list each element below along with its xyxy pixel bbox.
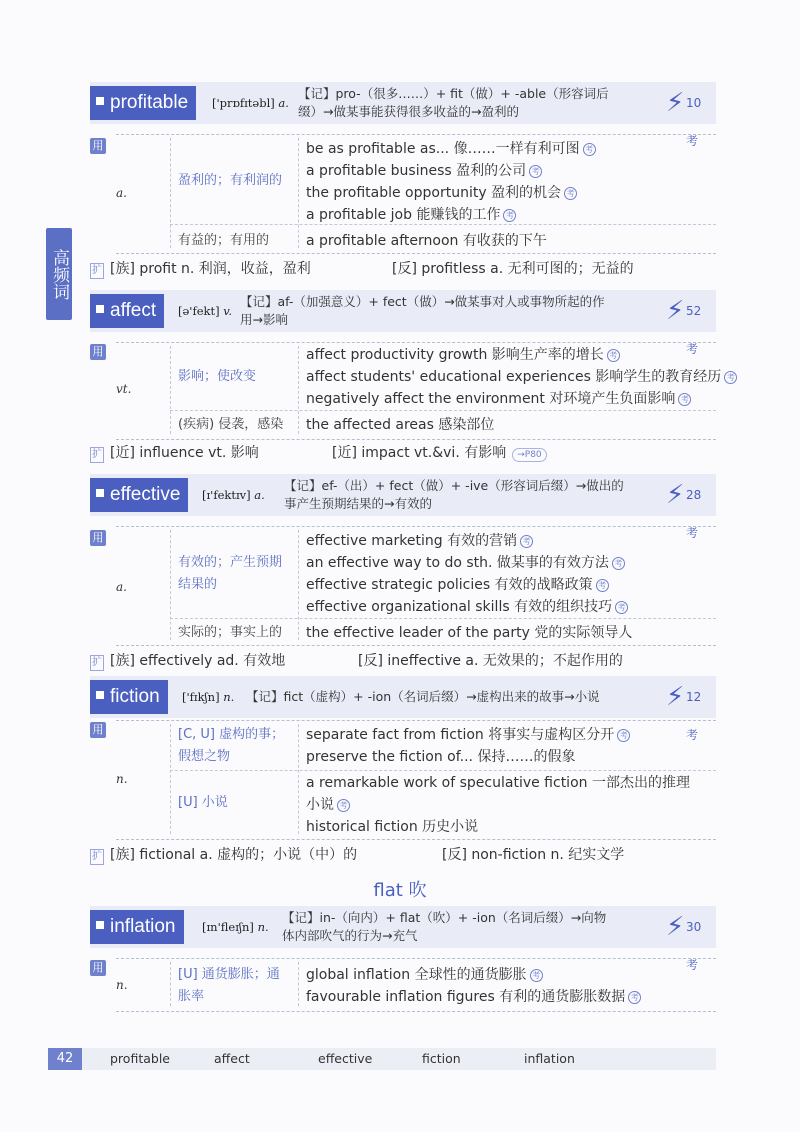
exam-frequency: ⚡ 52考 [664,292,712,330]
memory-note: 【记】fict（虚构）+ -ion（名词后缀）→虚构出来的故事→小说 [246,689,600,704]
sense: [U] 小说 [178,795,228,810]
exam-frequency: ⚡ 30考 [664,908,712,946]
sense: (疾病) 侵袭，感染 [178,417,284,432]
sense: 实际的；事实上的 [178,625,283,640]
lightning-icon: ⚡ [666,480,685,510]
part-of-speech: n. [116,772,128,786]
extension: [反] ineffective a. 无效果的；不起作用的 [358,653,623,669]
lightning-icon: ⚡ [666,682,685,712]
footer-word: effective [318,1051,373,1066]
footer-word: profitable [110,1051,170,1066]
phonetic: ['fɪkʃn] n. [182,690,235,704]
headword: fiction [90,680,168,714]
part-of-speech: a. [116,186,127,200]
example: 小说 考 [306,794,350,816]
example: negatively affect the environment 对环境产生负面影响 考 [306,388,691,410]
page-number: 42 [48,1048,82,1070]
example: a profitable business 盈利的公司 考 [306,160,542,182]
example: affect productivity growth 影响生产率的增长 考 [306,344,620,366]
page-footer [48,1048,716,1070]
sense: 有益的；有用的 [178,233,270,248]
example: historical fiction 历史小说 [306,819,479,835]
headword: profitable [90,86,196,120]
example: the profitable opportunity 盈利的机会 考 [306,182,577,204]
example: a remarkable work of speculative fiction 一部杰出的推理 [306,775,690,791]
extension: 扩 [族] profit n. 利润，收益，盈利 [92,261,311,277]
usage-label: 用 [90,530,106,546]
example: the affected areas 感染部位 [306,417,495,433]
example: be as profitable as... 像……一样有利可图 考 [306,138,596,160]
entry-header [90,906,716,972]
phonetic: [ɪn'fleɪʃn] n. [202,920,269,934]
entry-fiction [90,676,716,872]
footer-word: inflation [524,1051,575,1066]
lightning-icon: ⚡ [666,912,685,942]
lightning-icon: ⚡ [666,296,685,326]
entry-header [90,82,716,148]
lightning-icon: ⚡ [666,88,685,118]
exam-frequency: ⚡ 12考 [664,678,712,716]
example: a profitable job 能赚钱的工作 考 [306,204,516,226]
phonetic: [ə'fekt] v. [178,304,233,318]
sense: 影响；使改变 [178,369,257,384]
part-of-speech: n. [116,978,128,992]
memory-note: 【记】af-（加强意义）+ fect（做）→做某事对人或事物所起的作 用→影响 [240,294,605,327]
memory-note: 【记】ef-（出）+ fect（做）+ -ive（形容词后缀）→做出的 事产生预期结果的→有效的 [284,478,624,511]
sense: 有效的；产生预期结果的 [178,555,283,592]
example: the effective leader of the party 党的实际领导人 [306,625,633,641]
part-of-speech: vt. [116,382,132,396]
root-title: flat 吹 [373,880,427,901]
extension: [近] impact vt.&vi. 有影响 →P80 [332,442,547,464]
side-tab-high-frequency: 高频词 [46,228,72,320]
usage-label: 用 [90,138,106,154]
footer-word: affect [214,1051,250,1066]
extension: 扩 [族] effectively ad. 有效地 [92,653,286,669]
exam-frequency: ⚡ 10考 [664,84,712,122]
phonetic: [ɪ'fektɪv] a. [202,488,265,502]
extension: 扩 [近] influence vt. 影响 [92,445,259,461]
entry-header [90,474,716,540]
example: effective marketing 有效的营销 考 [306,530,533,552]
sense: 盈利的；有利润的 [178,173,283,188]
usage-label: 用 [90,344,106,360]
memory-note: 【记】in-（向内）+ flat（吹）+ -ion（名词后缀）→向物 体内部吹气的行为→充气 [282,910,607,943]
headword: inflation [90,910,184,944]
example: favourable inflation figures 有利的通货膨胀数据 考 [306,986,641,1008]
entry-inflation [90,906,716,1016]
example: global inflation 全球性的通货膨胀 考 [306,964,543,986]
part-of-speech: a. [116,580,127,594]
example: a profitable afternoon 有收获的下午 [306,233,547,249]
exam-frequency: ⚡ 28考 [664,476,712,514]
example: effective organizational skills 有效的组织技巧 考 [306,596,628,618]
headword: effective [90,478,188,512]
entry-effective [90,474,716,674]
example: affect students' educational experiences 影响学生的教育经历 考 [306,366,737,388]
page-reference[interactable]: →P80 [512,448,546,462]
extension: [反] non-fiction n. 纪实文学 [442,847,625,863]
usage-label: 用 [90,722,106,738]
extension: [反] profitless a. 无利可图的；无益的 [392,261,634,277]
memory-note: 【记】pro-（很多……）+ fit（做）+ -able（形容词后 缀）→做某事能获得很多收益的→盈利的 [298,86,609,119]
sense: [C, U] 虚构的事；假想之物 [178,727,285,764]
example: effective strategic policies 有效的战略政策 考 [306,574,609,596]
headword: affect [90,294,164,328]
example: separate fact from fiction 将事实与虚构区分开 考 [306,724,630,746]
sense: [U] 通货膨胀；通胀率 [178,967,280,1004]
entry-affect [90,290,735,470]
usage-label: 用 [90,960,106,976]
footer-word: fiction [422,1051,461,1066]
entry-profitable [90,82,716,282]
extension: 扩 [族] fictional a. 虚构的；小说（中）的 [92,847,358,863]
example: an effective way to do sth. 做某事的有效方法 考 [306,552,625,574]
example: preserve the fiction of... 保持……的假象 [306,749,576,765]
phonetic: ['prɒfɪtəbl] a. [212,96,289,110]
